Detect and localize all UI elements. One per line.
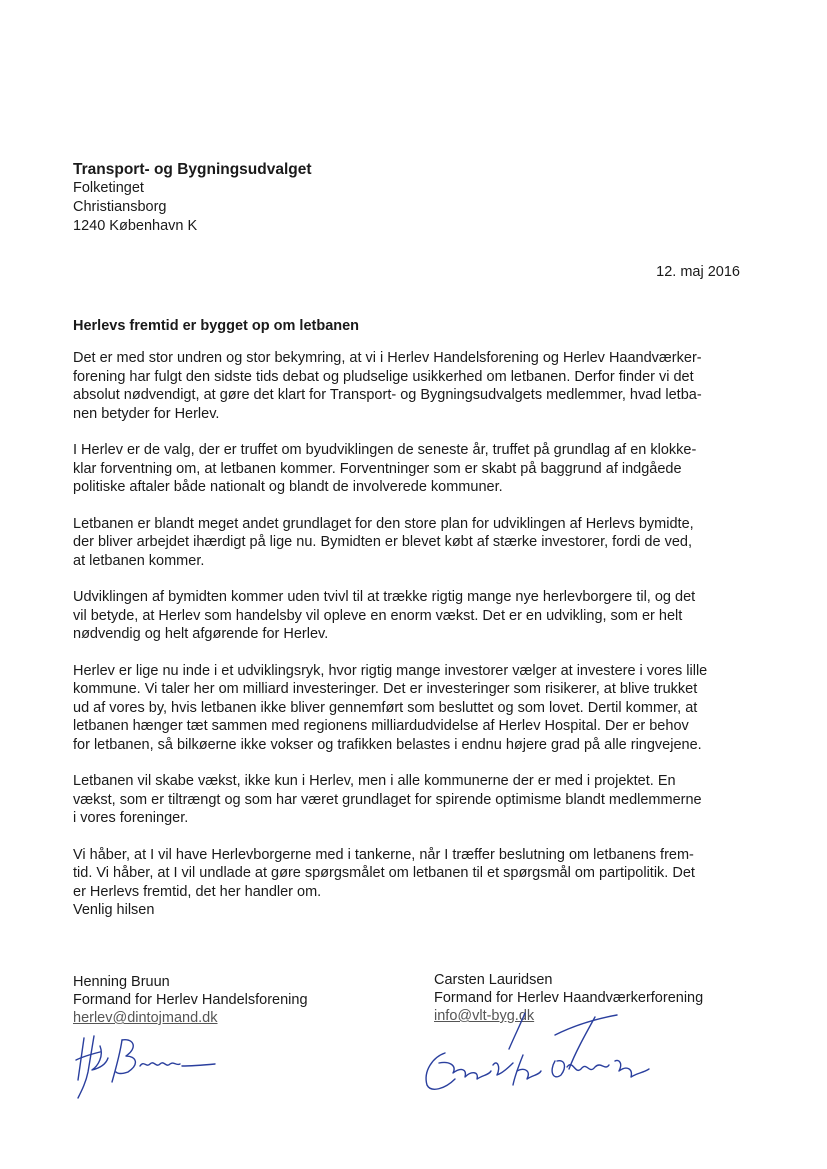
- body-paragraph: [73, 588, 743, 644]
- paragraph-line: Letbanen er blandt meget andet grundlaget for den store plan for udviklingen af Herlevs bymidte,: [73, 515, 694, 532]
- paragraph-line: Letbanen vil skabe vækst, ikke kun i Herlev, men i alle kommunerne der er med i projektet. En: [73, 773, 676, 789]
- paragraph-line: ud af vores by, hvis letbanen ikke bliver gennemført som besluttet og som lovet. Dertil kommer, at: [73, 699, 698, 716]
- paragraph-line: politiske aftaler både nationalt og blandt de involverede kommuner.: [73, 479, 503, 495]
- paragraph-line: Herlev er lige nu inde i et udviklingsryk, hvor rigtig mange investorer vælger at investere i vores lille: [73, 662, 708, 679]
- paragraph-line: letbanen hænger tæt sammen med regionens milliardudvidelse af Herlev Hospital. Der er behov: [73, 718, 689, 734]
- body-paragraph: [73, 441, 743, 497]
- paragraph-line: forening har fulgt den sidste tids debat og pludselige usikkerhed om letbanen. Derfor finder vi det: [73, 368, 694, 385]
- paragraph-line: er Herlevs fremtid, det her handler om.: [73, 883, 322, 900]
- signatory-email-link[interactable]: herlev@dintojmand.dk: [73, 1010, 218, 1026]
- paragraph-line: nødvendig og helt afgørende for Herlev.: [73, 626, 329, 642]
- paragraph-line: kommune. Vi taler her om milliard investeringer. Det er investeringer som risikerer, at blive trukket: [73, 681, 698, 697]
- address-line: Folketinget: [73, 180, 144, 196]
- signatory-name: Henning Bruun: [73, 974, 170, 990]
- body-paragraph: [73, 349, 743, 423]
- closing-salutation: Venlig hilsen: [73, 902, 155, 918]
- paragraph-line: tid. Vi håber, at I vil undlade at gøre spørgsmålet om letbanen til et spørgsmål om partipolitik. Det: [73, 865, 695, 881]
- signatory-title: Formand for Herlev Handelsforening: [73, 992, 308, 1008]
- paragraph-line: nen betyder for Herlev.: [73, 405, 220, 422]
- paragraph-line: Det er med stor undren og stor bekymring, at vi i Herlev Handelsforening og Herlev Haandværker-: [73, 350, 702, 366]
- paragraph-line: I Herlev er de valg, der er truffet om byudviklingen de seneste år, truffet på grundlag af en klokke-: [73, 442, 697, 458]
- handwritten-signature-left-icon: [70, 1030, 220, 1105]
- letter-subject: Herlevs fremtid er bygget op om letbanen: [73, 318, 360, 334]
- signatory-title: Formand for Herlev Haandværkerforening: [434, 990, 704, 1006]
- paragraph-line: der bliver arbejdet ihærdigt på lige nu. Bymidten er blevet købt af stærke investorer, fordi de ved,: [73, 534, 692, 550]
- signature-block-left: [73, 973, 308, 1027]
- recipient-address: [73, 160, 312, 236]
- paragraph-line: at letbanen kommer.: [73, 552, 205, 569]
- body-paragraph: [73, 515, 743, 571]
- body-paragraph: [73, 846, 743, 902]
- letter-date: 12. maj 2016: [656, 264, 740, 280]
- paragraph-line: Vi håber, at I vil have Herlevborgerne med i tankerne, når I træffer beslutning om letbanens frem-: [73, 846, 694, 863]
- address-line: Christiansborg: [73, 199, 167, 215]
- address-line: 1240 København K: [73, 218, 198, 234]
- paragraph-line: vil betyde, at Herlev som handelsby vil opleve en enorm vækst. Det er en udvikling, som er helt: [73, 607, 683, 624]
- signatory-email-link[interactable]: info@vlt-byg.dk: [434, 1008, 535, 1024]
- paragraph-line: klar forventning om, at letbanen kommer. Forventninger som er skabt på baggrund af indgåede: [73, 460, 682, 477]
- signatory-name: Carsten Lauridsen: [434, 972, 553, 988]
- recipient-name: Transport- og Bygningsudvalget: [73, 161, 312, 178]
- paragraph-line: Udviklingen af bymidten kommer uden tvivl til at trække rigtig mange nye herlevborgere til, og det: [73, 589, 696, 605]
- paragraph-line: for letbanen, så bilkøerne ikke vokser og trafikken belastes i endnu højere grad på alle ringvejene.: [73, 736, 702, 753]
- handwritten-signature-right-icon: [405, 1005, 665, 1100]
- body-paragraph: [73, 662, 743, 755]
- body-paragraph: [73, 772, 743, 828]
- letter-body: [73, 349, 743, 919]
- paragraph-line: absolut nødvendigt, at gøre det klart for Transport- og Bygningsudvalgets medlemmer, hvad letba-: [73, 387, 702, 403]
- paragraph-line: vækst, som er tiltrængt og som har været grundlaget for spirende optimisme blandt medlemmerne: [73, 791, 702, 808]
- paragraph-line: i vores foreninger.: [73, 810, 189, 826]
